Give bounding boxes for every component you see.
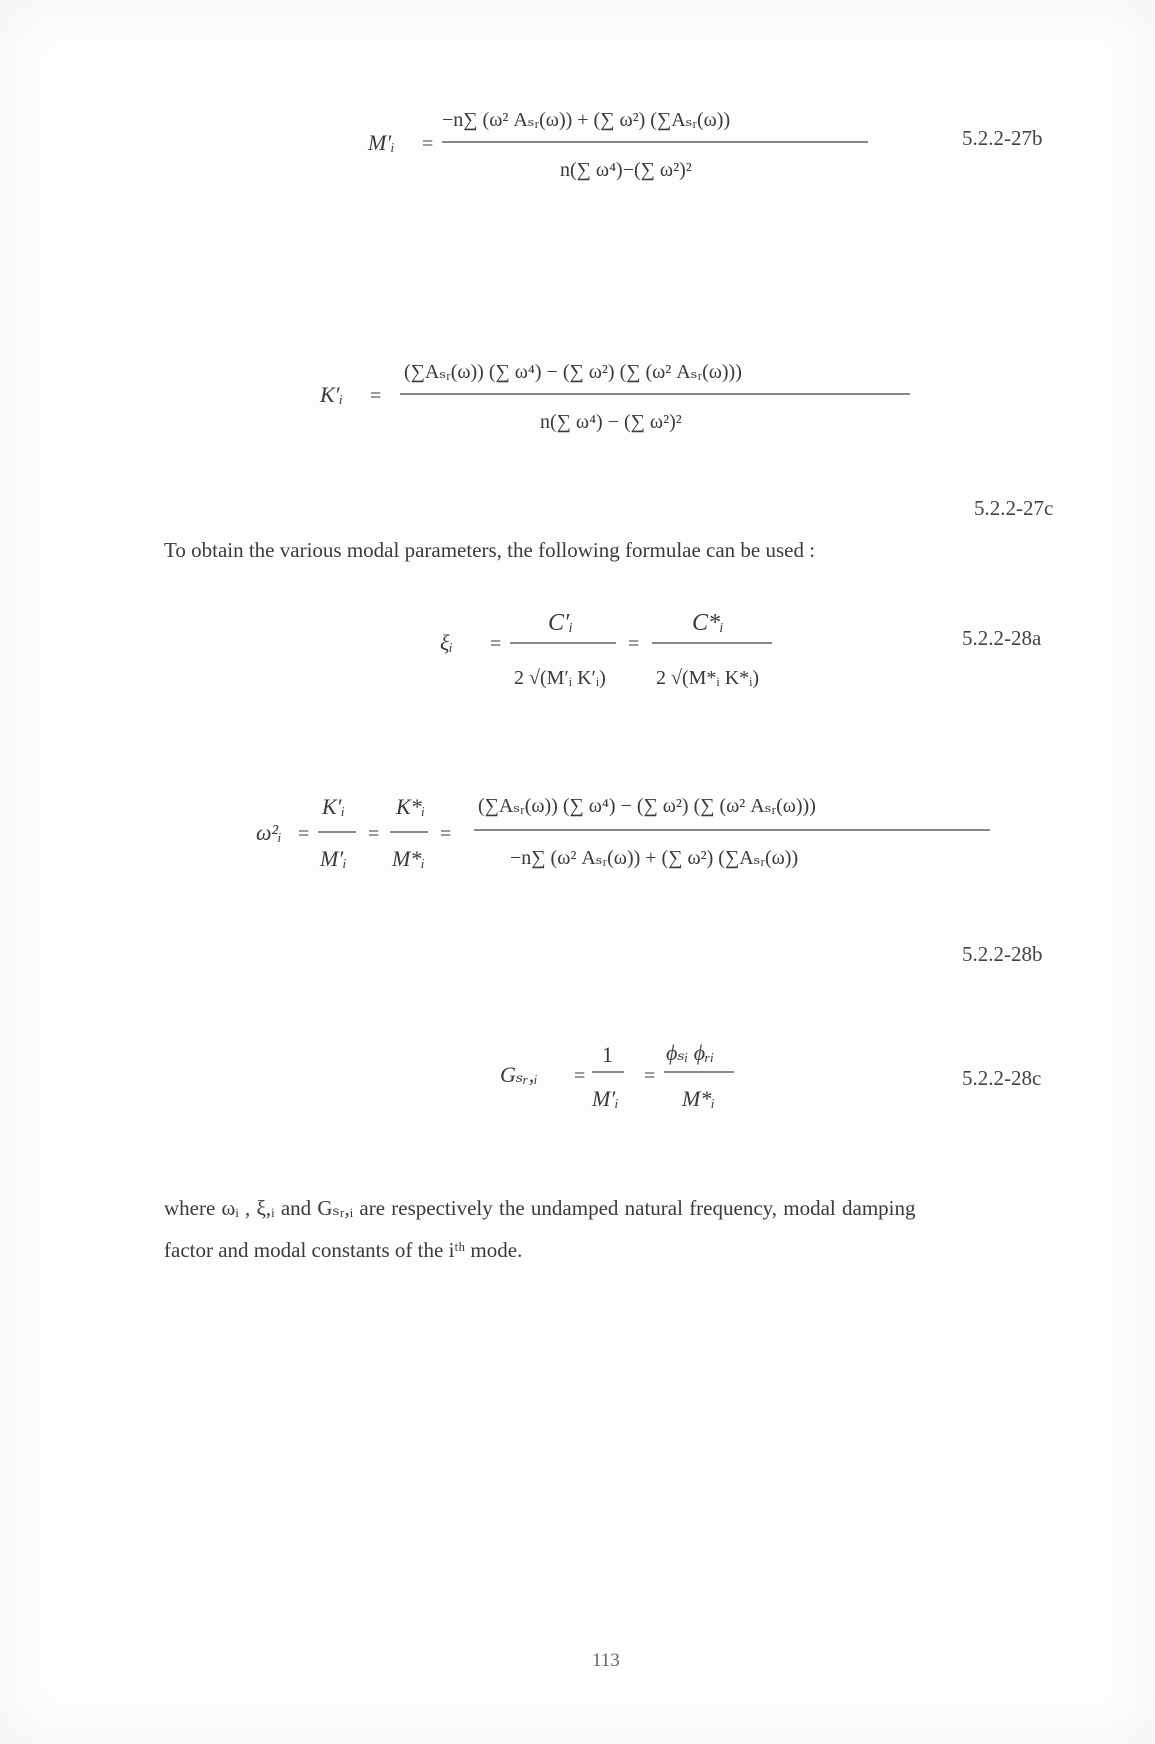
eq27c-lhs: K′ᵢ [320,382,343,407]
svg-text:=: = [370,385,382,407]
eq28c-den2: M*ᵢ [682,1086,715,1111]
eq27c-numerator: (∑Aₛᵣ(ω)) (∑ ω⁴) − (∑ ω²) (∑ (ω² Aₛᵣ(ω))) [404,361,742,383]
eq27c-number: 5.2.2-27c [974,496,1054,520]
eq27b-lhs: M′ᵢ [368,130,395,155]
svg-text:=: = [422,133,434,155]
eq27b-number: 5.2.2-27b [962,126,1043,150]
svg-text:=: = [368,823,380,845]
eq28c-num1: 1 [602,1042,613,1067]
intro-paragraph: To obtain the various modal parameters, the following formulae can be used : [164,538,816,562]
eq28a-num1: C′ᵢ [548,610,574,636]
eq28c-den1: M′ᵢ [592,1086,619,1111]
where-paragraph-line-1: where ωᵢ , ξ,ᵢ and Gₛᵣ,ᵢ are respectively the undamped natural frequency, modal damping [164,1196,916,1220]
eq28b-numerator: (∑Aₛᵣ(ω)) (∑ ω⁴) − (∑ ω²) (∑ (ω² Aₛᵣ(ω))) [478,795,816,817]
eq28b-num2: K*ᵢ [396,794,426,819]
svg-text:=: = [574,1065,586,1087]
page-number: 113 [592,1650,620,1671]
eq28a-lhs: ξᵢ [440,630,453,655]
svg-text:=: = [628,633,640,655]
where-paragraph-line-2: factor and modal constants of the iᵗʰ mode. [164,1238,523,1262]
eq28a-den2: 2 √(M*ᵢ K*ᵢ) [656,667,760,689]
eq28b-lhs: ω²ᵢ [256,820,282,845]
eq28b-den2: M*ᵢ [392,846,425,871]
eq28c-num2: ϕₛᵢ ϕᵣᵢ [666,1040,715,1065]
equation-27c [319,361,910,433]
equation-28c [500,1040,734,1111]
eq28a-den1: 2 √(M′ᵢ K′ᵢ) [514,667,606,689]
eq28b-number: 5.2.2-28b [962,942,1043,966]
svg-text:=: = [490,633,502,655]
svg-text:=: = [644,1065,656,1087]
equation-28a [440,610,772,689]
eq27b-numerator: −n∑ (ω² Aₛᵣ(ω)) + (∑ ω²) (∑Aₛᵣ(ω)) [442,109,731,131]
eq27b-denominator: n(∑ ω⁴)−(∑ ω²)² [560,159,692,181]
eq28c-lhs: Gₛᵣ,ᵢ [500,1062,538,1087]
svg-text:=: = [440,823,452,845]
equation-28b [256,794,990,871]
eq28b-denominator: −n∑ (ω² Aₛᵣ(ω)) + (∑ ω²) (∑Aₛᵣ(ω)) [510,847,799,869]
svg-text:=: = [298,823,310,845]
eq28b-num1: K′ᵢ [322,794,345,819]
equation-27b [367,109,868,181]
eq28a-num2: C*ᵢ [692,610,724,636]
eq28a-number: 5.2.2-28a [962,626,1042,650]
eq28b-den1: M′ᵢ [320,846,347,871]
eq27c-denominator: n(∑ ω⁴) − (∑ ω²)² [540,411,682,433]
eq28c-number: 5.2.2-28c [962,1066,1042,1090]
